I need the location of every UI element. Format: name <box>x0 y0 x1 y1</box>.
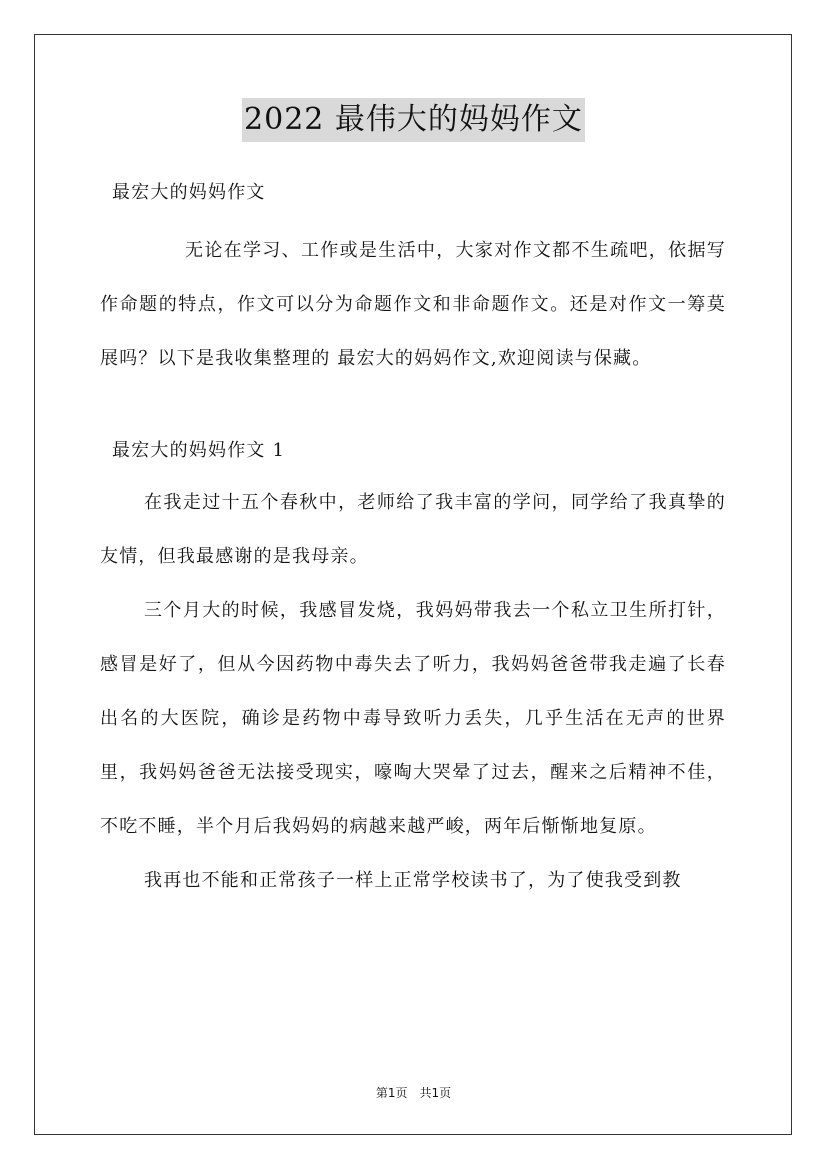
essay-heading: 最宏大的妈妈作文 1 <box>112 440 286 461</box>
document-title: 2022 最伟大的妈妈作文 <box>242 98 585 142</box>
document-body <box>100 168 726 908</box>
body-paragraph: 在我走过十五个春秋中，老师给了我丰富的学问，同学给了我真挚的友情，但我最感谢的是我母亲。 <box>100 492 726 567</box>
intro-paragraph: 无论在学习、工作或是生活中，大家对作文都不生疏吧，依据写作命题的特点，作文可以分为命题作文和非命题作文。还是对作文一筹莫展吗？以下是我收集整理的 最宏大的妈妈作文,欢迎阅读与保藏。 <box>100 240 726 369</box>
body-paragraph: 三个月大的时候，我感冒发烧，我妈妈带我去一个私立卫生所打针，感冒是好了，但从今因药物中毒失去了听力，我妈妈爸爸带我走遍了长春出名的大医院，确诊是药物中毒导致听力丢失，几乎生活在无声的世界里，我妈妈爸爸无法接受现实，嚎啕大哭晕了过去，醒来之后精神不佳，不吃不睡，半个月后我妈妈的病越来越严峻，两年后惭惭地复原。 <box>100 600 726 837</box>
title-container <box>0 98 827 142</box>
section-heading: 最宏大的妈妈作文 <box>112 182 266 203</box>
body-paragraph: 我再也不能和正常孩子一样上正常学校读书了，为了使我受到教 <box>144 870 682 891</box>
page-footer: 第1页 共1页 <box>375 1086 452 1100</box>
